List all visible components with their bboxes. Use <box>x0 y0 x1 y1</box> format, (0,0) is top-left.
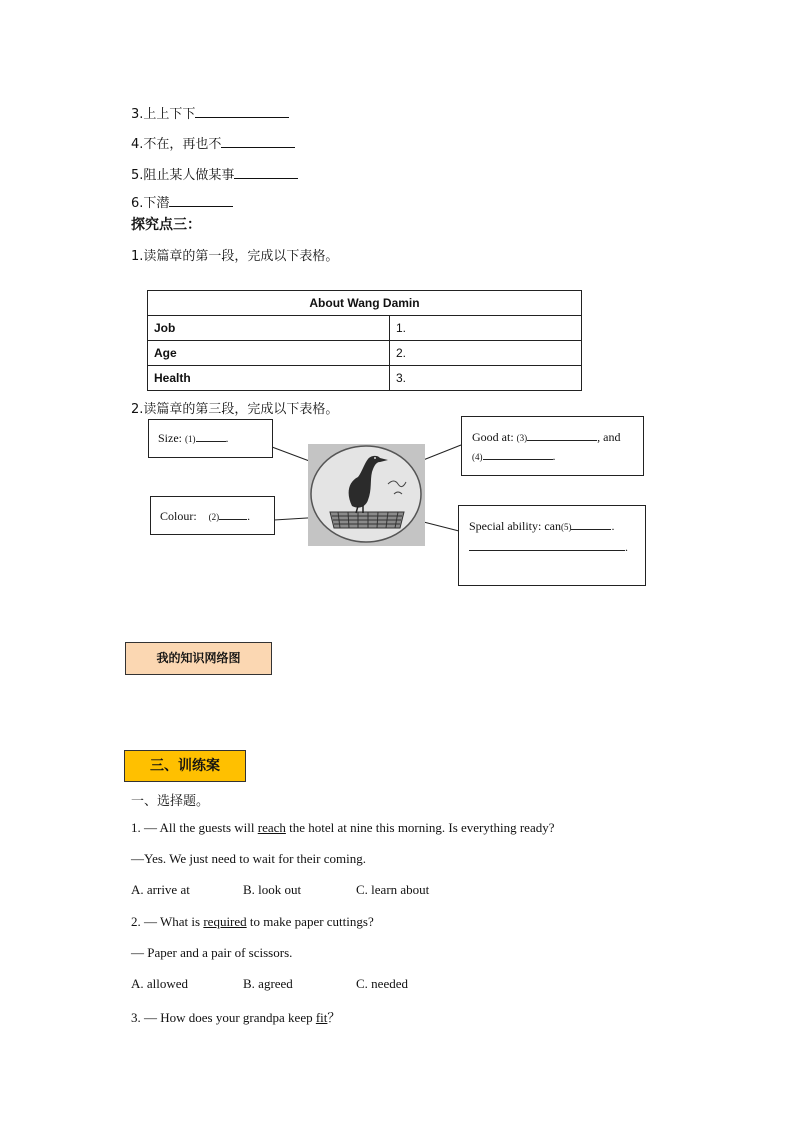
option-c: C. needed <box>356 976 408 991</box>
section-title: 探究点三： <box>131 217 201 233</box>
table-row: Health 3. <box>148 366 582 391</box>
table-row: Age 2. <box>148 341 582 366</box>
option-b: B. look out <box>243 882 302 897</box>
table-row: Job 1. <box>148 316 582 341</box>
colour-box: Colour: (2) . <box>150 496 275 535</box>
vocab-item: 5.阻止某人做某事 <box>131 164 298 183</box>
option-c: C. learn about <box>356 882 430 897</box>
option-a: A. arrive at <box>131 882 190 897</box>
cormorant-illustration <box>308 444 425 546</box>
knowledge-map-heading: 我的知识网络图 <box>125 642 272 675</box>
question-3: 3. — How does your grandpa keep fit？ <box>131 1010 341 1025</box>
exercise-title: 一、选择题。 <box>131 794 210 809</box>
table-header: About Wang Damin <box>148 291 582 316</box>
task-2: 2.读篇章的第三段，完成以下表格。 <box>131 402 339 417</box>
vocab-item: 6.下潜 <box>131 192 233 211</box>
option-a: A. allowed <box>131 976 189 991</box>
question-1-answer: —Yes. We just need to wait for their coming. <box>131 851 366 866</box>
option-b: B. agreed <box>243 976 293 991</box>
special-ability-box: Special ability: can(5) . . <box>458 505 646 586</box>
training-heading: 三、训练案 <box>124 750 246 782</box>
task-1: 1.读篇章的第一段，完成以下表格。 <box>131 249 339 264</box>
size-box: Size: (1) . <box>148 419 273 458</box>
cormorant-image <box>308 444 425 546</box>
vocab-item: 4.不在，再也不 <box>131 133 295 152</box>
question-2: 2. — What is required to make paper cuttings? <box>131 914 374 929</box>
question-2-answer: — Paper and a pair of scissors. <box>131 945 293 960</box>
vocab-item: 3.上上下下 <box>131 103 289 122</box>
good-at-box: Good at: (3) , and (4) . <box>461 416 644 476</box>
question-1: 1. — All the guests will reach the hotel at nine this morning. Is everything ready? <box>131 820 555 835</box>
